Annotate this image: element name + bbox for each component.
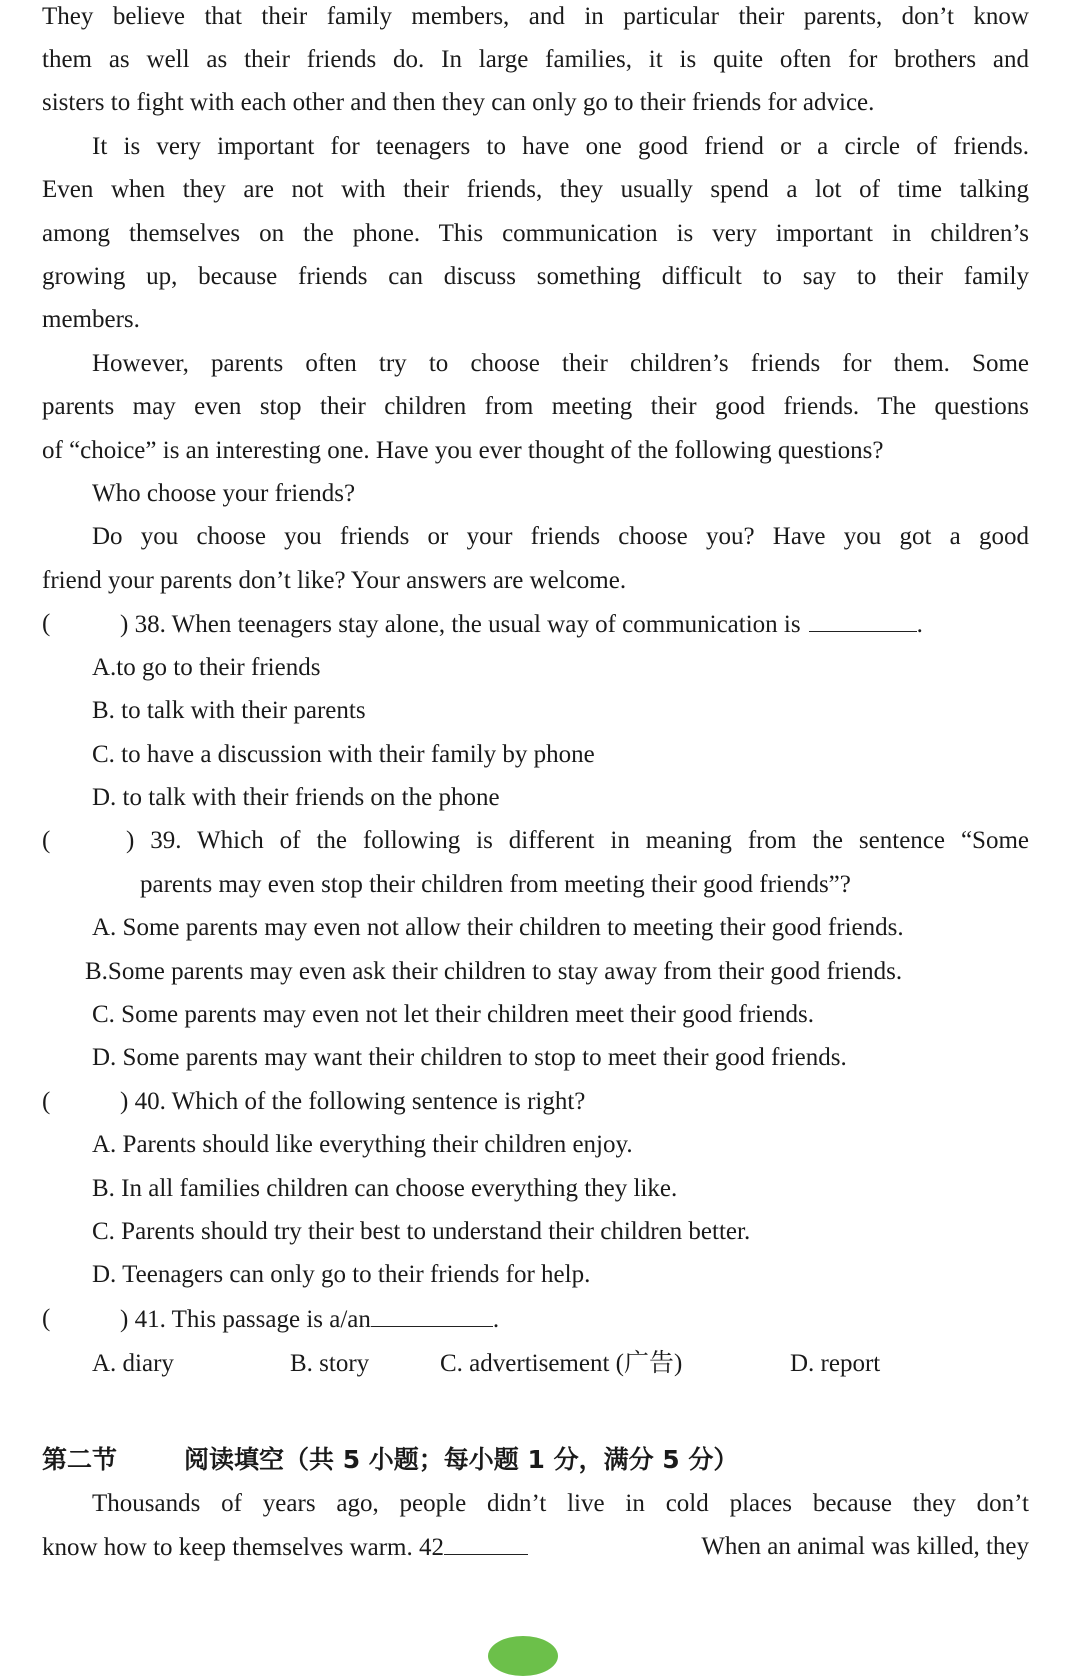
passage-line: of “choice” is an interesting one. Have you ever thought of the following questions? — [42, 437, 884, 464]
option-39-d: D. Some parents may want their children to stop to meet their good friends. — [92, 1044, 847, 1071]
option-38-d: D. to talk with their friends on the phone — [92, 784, 500, 811]
answer-paren-39: ( — [42, 827, 51, 854]
passage2-line-2 — [42, 1532, 1029, 1563]
question-38-stem: ) 38. When teenagers stay alone, the usual way of communication is — [120, 611, 801, 638]
passage-line: Do you choose you friends or your friends choose you? Have you got a good — [92, 523, 1029, 550]
option-38-b: B. to talk with their parents — [92, 697, 366, 724]
passage-line: them as well as their friends do. In large families, it is quite often for brothers and — [42, 46, 1029, 73]
answer-blank-42[interactable] — [444, 1532, 528, 1555]
question-39-stem-cont: parents may even stop their children from meeting their good friends”? — [140, 871, 851, 898]
question-41 — [120, 1304, 499, 1335]
option-39-c: C. Some parents may even not let their children meet their good friends. — [92, 1001, 815, 1028]
passage-line: They believe that their family members, and in particular their parents, don’t know — [42, 3, 1029, 30]
option-41-b: B. story — [290, 1350, 370, 1377]
option-41-d: D. report — [790, 1350, 881, 1377]
passage-line: growing up, because friends can discuss something difficult to say to their family — [42, 263, 1029, 290]
answer-blank-38[interactable] — [809, 609, 917, 632]
option-40-a: A. Parents should like everything their children enjoy. — [92, 1131, 633, 1158]
question-40-stem: ) 40. Which of the following sentence is right? — [120, 1088, 586, 1115]
passage-line: sisters to fight with each other and then they can only go to their friends for advice. — [42, 89, 875, 116]
answer-paren-40: ( — [42, 1088, 51, 1115]
option-41-c: C. advertisement (广告) — [440, 1350, 683, 1377]
floating-action-indicator[interactable] — [488, 1636, 558, 1676]
option-38-a: A.to go to their friends — [92, 654, 321, 681]
passage-line: members. — [42, 306, 140, 333]
option-39-b: B.Some parents may even ask their children to stay away from their good friends. — [85, 958, 903, 985]
option-40-c: C. Parents should try their best to understand their children better. — [92, 1218, 751, 1245]
passage-line: Who choose your friends? — [92, 480, 356, 507]
passage2-line-2-end: When an animal was killed, they — [701, 1533, 1029, 1560]
option-41-a: A. diary — [92, 1350, 174, 1377]
question-39-stem: ) 39. Which of the following is different in meaning from the sentence “Some — [126, 827, 1029, 854]
passage-line: It is very important for teenagers to have one good friend or a circle of friends. — [92, 133, 1029, 160]
section-heading-title: 阅读填空（共 5 小题；每小题 1 分，满分 5 分） — [184, 1445, 739, 1474]
section-heading-number: 第二节 — [42, 1445, 118, 1474]
question-38-end: . — [916, 611, 923, 638]
passage-line: among themselves on the phone. This communication is very important in children’s — [42, 220, 1029, 247]
answer-blank-41[interactable] — [371, 1304, 493, 1327]
answer-paren-41: ( — [42, 1305, 51, 1332]
question-41-end: . — [492, 1306, 500, 1333]
option-40-d: D. Teenagers can only go to their friends for help. — [92, 1261, 591, 1288]
option-39-a: A. Some parents may even not allow their children to meeting their good friends. — [92, 914, 904, 941]
passage2-line-2-start: know how to keep themselves warm. 42 — [42, 1532, 528, 1563]
passage-line: parents may even stop their children from meeting their good friends. The questions — [42, 393, 1029, 420]
passage-line: friend your parents don’t like? Your answers are welcome. — [42, 567, 627, 594]
answer-paren-38: ( — [42, 610, 51, 637]
passage2-line: Thousands of years ago, people didn’t live in cold places because they don’t — [92, 1490, 1029, 1517]
option-38-c: C. to have a discussion with their family by phone — [92, 741, 595, 768]
passage-line: Even when they are not with their friends, they usually spend a lot of time talking — [42, 176, 1029, 203]
passage-line: However, parents often try to choose their children’s friends for them. Some — [92, 350, 1029, 377]
question-38 — [120, 609, 923, 640]
option-40-b: B. In all families children can choose everything they like. — [92, 1175, 678, 1202]
question-41-stem: ) 41. This passage is a/an — [120, 1306, 371, 1333]
